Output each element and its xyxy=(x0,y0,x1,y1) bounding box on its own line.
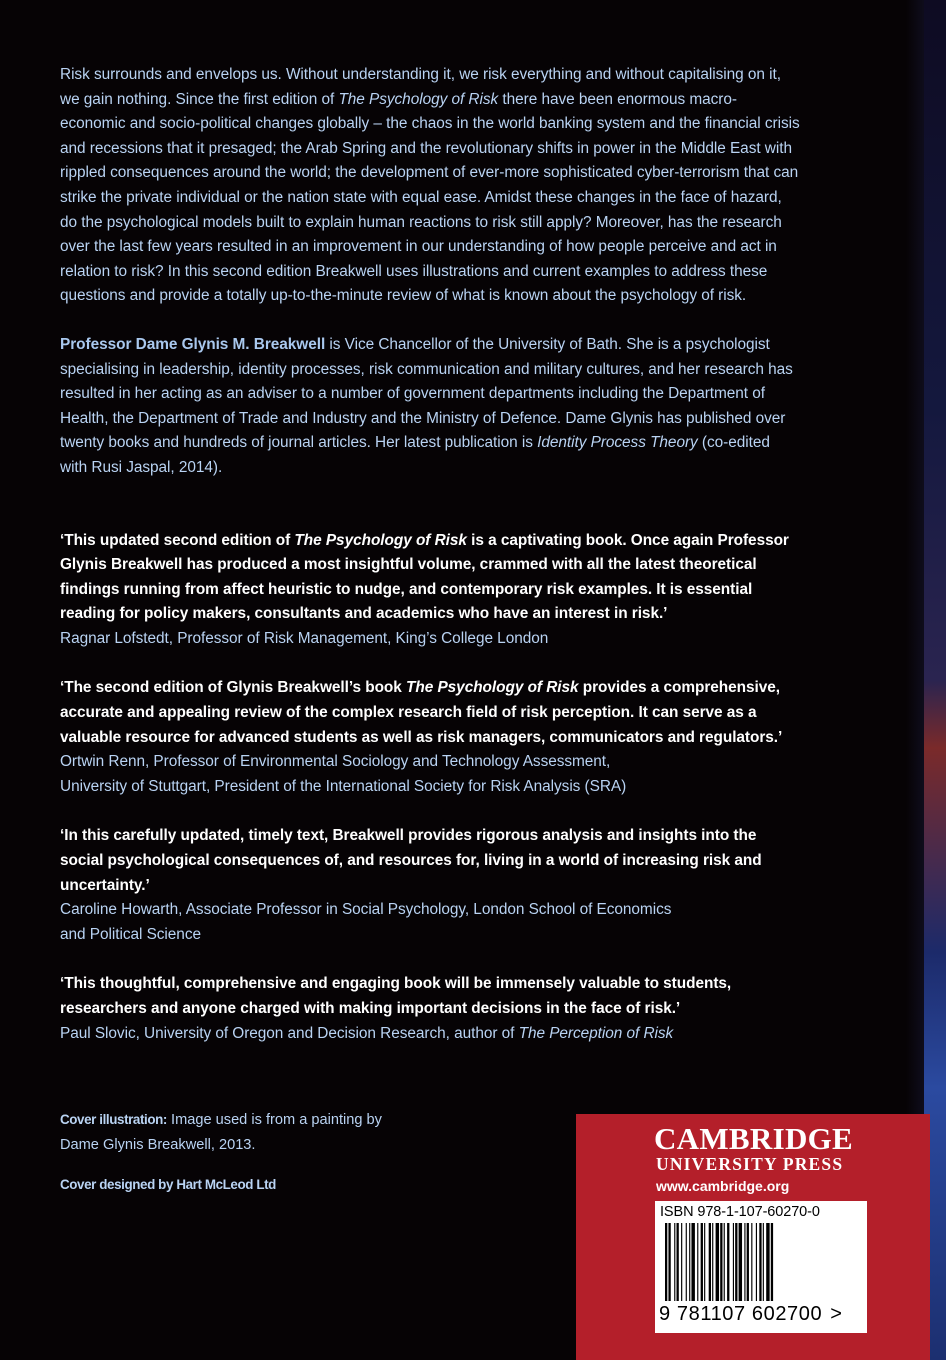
endorsement xyxy=(60,824,800,947)
author-name: Professor Dame Glynis M. Breakwell xyxy=(60,335,326,353)
author-bio: Professor Dame Glynis M. Breakwell is Vice Chancellor of the University of Bath. She is a psychologist specialising in leadership, identity processes, risk communication and military cultures, and her research has resulted in her acting as an adviser to a number of government departments including the Department of Health, the Department of Trade and Industry and the Ministry of Defence. Dame Glynis has published over twenty books and hundreds of journal articles. Her latest publication is Identity Process Theory (co-edited with Rusi Jaspal, 2014). xyxy=(60,335,793,476)
ean-number: 9 781107 602700 > xyxy=(659,1303,843,1325)
cover-illustration-credit: Cover illustration: Image used is from a painting by xyxy=(60,1112,382,1128)
quote-text: ‘The second edition of Glynis Breakwell’s book The Psychology of Risk provides a comprehensive, accurate and appealing review of the complex research field of risk perception. It can serve as a valuable resource for advanced students as well as risk managers, communicators and regulators.’ xyxy=(60,679,783,746)
quote-attribution: Caroline Howarth, Associate Professor in Social Psychology, London School of Economics xyxy=(60,901,672,919)
quote-attribution-cont: University of Stuttgart, President of the International Society for Risk Analysis (SRA) xyxy=(60,777,627,795)
quote-attribution: Ortwin Renn, Professor of Environmental Sociology and Technology Assessment, xyxy=(60,753,611,771)
endorsement xyxy=(60,676,800,799)
isbn-label: ISBN 978-1-107-60270-0 xyxy=(660,1204,820,1220)
quote-text: ‘This thoughtful, comprehensive and engaging book will be immensely valuable to students, researchers and anyone charged with making important decisions in the face of risk.’ xyxy=(60,975,732,1017)
endorsements xyxy=(60,529,800,1047)
barcode-panel xyxy=(655,1201,867,1333)
cover-illustration-credit-cont: Dame Glynis Breakwell, 2013. xyxy=(60,1136,256,1153)
cover-credits xyxy=(60,1108,480,1198)
attribution-book-title: The Perception of Risk xyxy=(518,1024,674,1042)
latest-book-title: Identity Process Theory xyxy=(537,434,698,452)
endorsement xyxy=(60,972,800,1046)
quote-attribution: Ragnar Lofstedt, Professor of Risk Management, King’s College London xyxy=(60,629,549,647)
publisher-logo-press: UNIVERSITY PRESS xyxy=(656,1154,844,1174)
publisher-logo-name: CAMBRIDGE xyxy=(654,1121,854,1156)
quote-text: ‘In this carefully updated, timely text, Breakwell provides rigorous analysis and insights into the social psychological consequences of, and resources for, living in a world of increasing risk and uncertainty.’ xyxy=(60,827,762,894)
endorsement xyxy=(60,529,800,652)
publisher-url: www.cambridge.org xyxy=(656,1178,790,1194)
quote-attribution: Paul Slovic, University of Oregon and Decision Research, author of The Perception of Risk xyxy=(60,1024,674,1042)
quote-attribution-cont: and Political Science xyxy=(60,925,201,943)
barcode-icon xyxy=(665,1223,855,1301)
quote-text: ‘This updated second edition of The Psychology of Risk is a captivating book. Once again Professor Glynis Breakwell has produced a most insightful volume, crammed with all the latest theoretical findings running from affect heuristic to nudge, and contemporary risk examples. It is essential reading for policy makers, consultants and academics who have an interest in risk.’ xyxy=(60,531,789,623)
cover-design-credit: Cover designed by Hart McLeod Ltd xyxy=(60,1177,276,1193)
book-title: The Psychology of Risk xyxy=(338,90,499,108)
back-cover-text xyxy=(60,63,800,1071)
publisher-block xyxy=(576,1114,930,1360)
description-paragraph: Risk surrounds and envelops us. Without understanding it, we risk everything and without capitalising on it, we gain nothing. Since the first edition of The Psychology of Risk there have been enormous macro-economic and socio-political changes globally – the chaos in the world banking system and the financial crisis and recessions that it presaged; the Arab Spring and the revolutionary shifts in power in the Middle East with rippled consequences around the world; the development of ever-more sophisticated cyber-terrorism that can strike the private individual or the nation state with equal ease. Amidst these changes in the face of hazard, do the psychological models built to explain human reactions to risk still apply? Moreover, has the research over the last few years resulted in an improvement in our understanding of how people perceive and act in relation to risk? In this second edition Breakwell uses illustrations and current examples to address these questions and provide a totally up-to-the-minute review of what is known about the psychology of risk. xyxy=(60,66,800,305)
